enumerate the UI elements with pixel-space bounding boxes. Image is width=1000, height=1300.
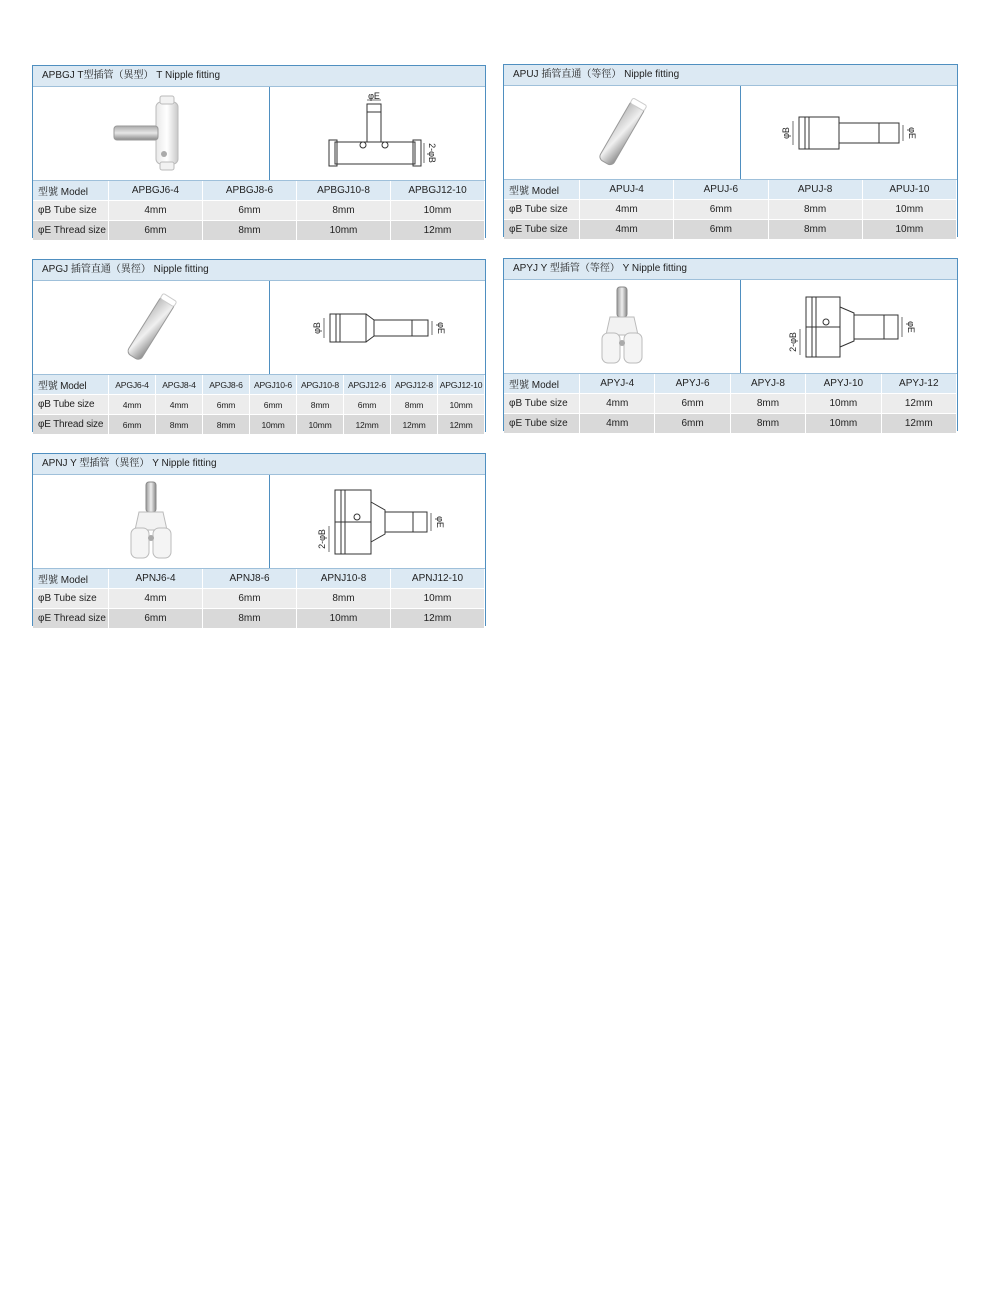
table-cell: 12mm	[881, 414, 956, 434]
table-cell: 4mm	[109, 201, 203, 221]
technical-drawing	[270, 281, 485, 374]
spec-table	[33, 181, 485, 240]
row-header: φB Tube size	[33, 589, 109, 609]
table-cell: APYJ-6	[655, 374, 730, 394]
row-header: φE Tube size	[504, 414, 580, 434]
table-cell: 6mm	[203, 589, 297, 609]
row-header: φB Tube size	[33, 201, 109, 221]
table-row-model	[33, 569, 485, 589]
table-cell: APGJ8-4	[156, 375, 203, 395]
table-cell: APUJ-10	[862, 180, 956, 200]
table-cell: 10mm	[297, 415, 344, 435]
panel-apgj	[32, 259, 486, 432]
product-photo-reducing-y-fitting	[33, 475, 270, 568]
row-header: φE Thread size	[33, 609, 109, 629]
table-cell: 6mm	[674, 200, 768, 220]
row-header: φE Tube size	[504, 220, 580, 240]
table-cell: 12mm	[391, 415, 438, 435]
table-cell: 4mm	[580, 414, 655, 434]
table-cell: 8mm	[730, 414, 805, 434]
table-cell: APYJ-4	[580, 374, 655, 394]
table-cell: 6mm	[203, 395, 250, 415]
table-cell: 8mm	[391, 395, 438, 415]
table-cell: APNJ6-4	[109, 569, 203, 589]
label-2-phi-b: 2-φB	[316, 528, 327, 549]
table-cell: 8mm	[203, 221, 297, 241]
label-phi-b: φB	[311, 321, 322, 334]
spec-table	[504, 374, 957, 433]
table-cell: 4mm	[580, 200, 674, 220]
table-cell: 6mm	[344, 395, 391, 415]
panel-title: APUJ 插管直通（等徑） Nipple fitting	[504, 65, 957, 86]
table-row-tube-size	[33, 395, 485, 415]
table-cell: APGJ12-8	[391, 375, 438, 395]
panel-apbgj	[32, 65, 486, 238]
table-cell: 12mm	[391, 609, 485, 629]
table-cell: 8mm	[297, 395, 344, 415]
row-header: 型號 Model	[33, 375, 109, 395]
table-cell: APNJ10-8	[297, 569, 391, 589]
table-cell: 10mm	[806, 414, 881, 434]
table-cell: 8mm	[768, 220, 862, 240]
table-cell: APYJ-12	[881, 374, 956, 394]
table-cell: 8mm	[156, 415, 203, 435]
table-cell: 4mm	[580, 394, 655, 414]
panel-title: APBGJ T型插管（異型） T Nipple fitting	[33, 66, 485, 87]
product-photo-t-fitting	[33, 87, 270, 180]
table-cell: APYJ-8	[730, 374, 805, 394]
table-cell: APGJ12-6	[344, 375, 391, 395]
table-cell: APGJ8-6	[203, 375, 250, 395]
label-phi-e: φE	[435, 321, 446, 334]
table-cell: 4mm	[580, 220, 674, 240]
table-cell: APGJ6-4	[109, 375, 156, 395]
panel-apuj	[503, 64, 958, 237]
row-header: 型號 Model	[33, 569, 109, 589]
table-row-tube-size-e	[504, 414, 957, 434]
table-cell: 10mm	[438, 395, 485, 415]
panel-title: APYJ Y 型插管（等徑） Y Nipple fitting	[504, 259, 957, 280]
table-cell: 4mm	[109, 395, 156, 415]
row-header: 型號 Model	[33, 181, 109, 201]
table-cell: 8mm	[297, 201, 391, 221]
table-cell: APGJ10-6	[250, 375, 297, 395]
table-cell: 4mm	[109, 589, 203, 609]
table-row-model	[33, 375, 485, 395]
technical-drawing	[270, 475, 485, 568]
product-photo-y-fitting	[504, 280, 741, 373]
table-cell: 10mm	[297, 221, 391, 241]
table-cell: APNJ12-10	[391, 569, 485, 589]
table-cell: 12mm	[881, 394, 956, 414]
panel-apnj	[32, 453, 486, 626]
spec-table	[33, 375, 485, 434]
table-row-model	[504, 180, 957, 200]
table-cell: 10mm	[862, 200, 956, 220]
product-photo-straight-nipple	[504, 86, 741, 179]
table-cell: 8mm	[297, 589, 391, 609]
table-row-tube-size	[33, 201, 485, 221]
label-phi-e: φE	[906, 320, 916, 333]
table-cell: APBGJ8-6	[203, 181, 297, 201]
panel-title: APGJ 插管直通（異徑） Nipple fitting	[33, 260, 485, 281]
table-cell: 8mm	[730, 394, 805, 414]
table-cell: 6mm	[109, 221, 203, 241]
label-2-phi-b: 2-φB	[788, 331, 798, 352]
technical-drawing	[741, 280, 957, 373]
technical-drawing	[270, 87, 485, 180]
table-cell: 10mm	[862, 220, 956, 240]
table-row-tube-size	[504, 200, 957, 220]
table-cell: 6mm	[655, 414, 730, 434]
table-cell: 10mm	[806, 394, 881, 414]
label-phi-e: φE	[434, 515, 445, 528]
row-header: φE Thread size	[33, 415, 109, 435]
row-header: φB Tube size	[504, 394, 580, 414]
table-cell: 8mm	[203, 609, 297, 629]
table-row-thread-size	[33, 609, 485, 629]
table-cell: 6mm	[250, 395, 297, 415]
table-cell: 6mm	[109, 415, 156, 435]
table-cell: 6mm	[203, 201, 297, 221]
label-phi-e: φE	[907, 126, 917, 139]
table-cell: APUJ-6	[674, 180, 768, 200]
table-row-thread-size	[33, 415, 485, 435]
panel-title: APNJ Y 型插管（異徑） Y Nipple fitting	[33, 454, 485, 475]
table-row-model	[33, 181, 485, 201]
row-header: 型號 Model	[504, 180, 580, 200]
table-cell: APUJ-4	[580, 180, 674, 200]
row-header: φE Thread size	[33, 221, 109, 241]
table-cell: 8mm	[768, 200, 862, 220]
spec-table	[33, 569, 485, 628]
table-row-tube-size	[504, 394, 957, 414]
table-cell: APNJ8-6	[203, 569, 297, 589]
table-row-tube-size-e	[504, 220, 957, 240]
table-cell: APGJ10-8	[297, 375, 344, 395]
table-cell: 12mm	[344, 415, 391, 435]
label-2-phi-b: 2-φB	[426, 142, 437, 163]
table-cell: 10mm	[250, 415, 297, 435]
table-cell: 10mm	[297, 609, 391, 629]
row-header: φB Tube size	[33, 395, 109, 415]
table-cell: 12mm	[391, 221, 485, 241]
technical-drawing	[741, 86, 957, 179]
table-cell: 6mm	[109, 609, 203, 629]
table-row-model	[504, 374, 957, 394]
panel-apyj	[503, 258, 958, 431]
table-cell: APUJ-8	[768, 180, 862, 200]
table-cell: 12mm	[438, 415, 485, 435]
table-row-thread-size	[33, 221, 485, 241]
table-row-tube-size	[33, 589, 485, 609]
row-header: φB Tube size	[504, 200, 580, 220]
table-cell: 6mm	[655, 394, 730, 414]
table-cell: 10mm	[391, 589, 485, 609]
table-cell: 4mm	[156, 395, 203, 415]
label-phi-e: φE	[367, 90, 380, 101]
table-cell: 8mm	[203, 415, 250, 435]
label-phi-b: φB	[781, 126, 791, 139]
row-header: 型號 Model	[504, 374, 580, 394]
table-cell: APYJ-10	[806, 374, 881, 394]
table-cell: 10mm	[391, 201, 485, 221]
table-cell: APBGJ12-10	[391, 181, 485, 201]
spec-table	[504, 180, 957, 239]
table-cell: APBGJ6-4	[109, 181, 203, 201]
table-cell: APBGJ10-8	[297, 181, 391, 201]
product-photo-reducing-nipple	[33, 281, 270, 374]
table-cell: 6mm	[674, 220, 768, 240]
table-cell: APGJ12-10	[438, 375, 485, 395]
